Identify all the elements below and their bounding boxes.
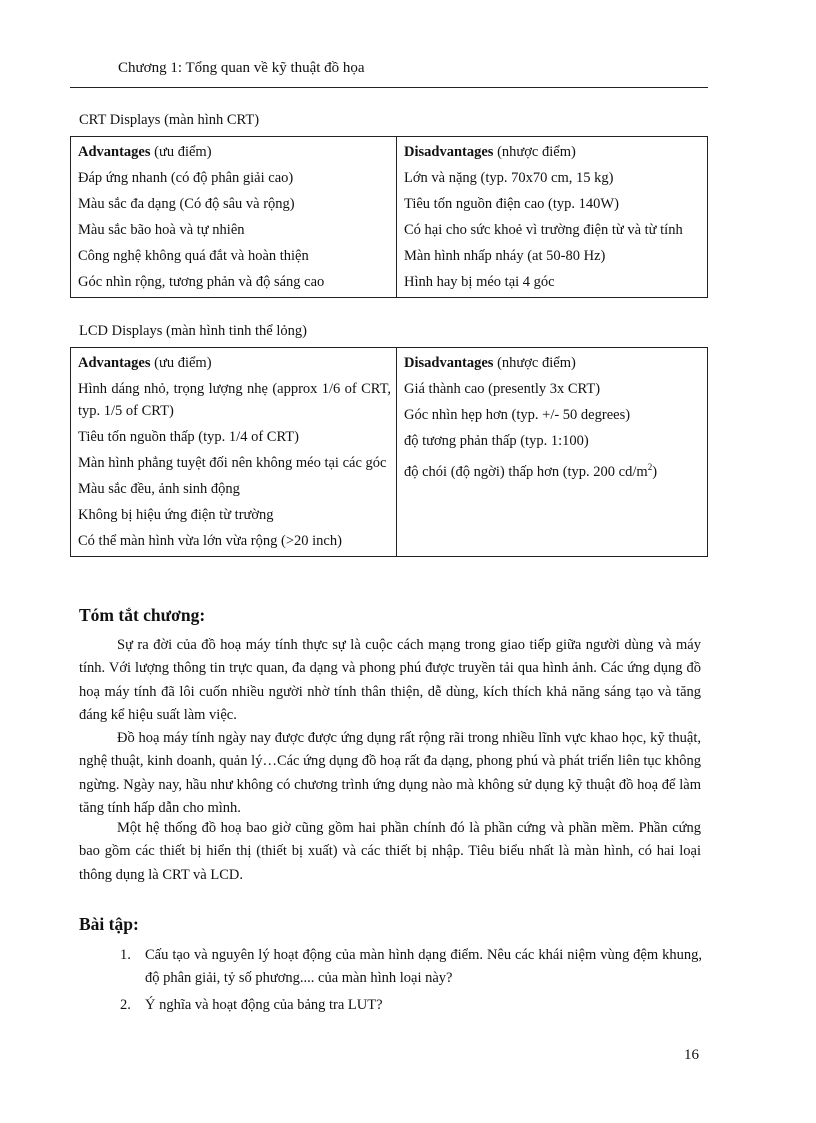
exercise-number: 2. xyxy=(120,997,131,1013)
crt-disadvantage-item: Lớn và nặng (typ. 70x70 cm, 15 kg) xyxy=(404,170,614,186)
header-divider xyxy=(70,87,708,88)
exercise-item xyxy=(120,944,702,990)
lcd-advantage-item: Hình dáng nhỏ, trọng lượng nhẹ (approx 1/6 of CRT, typ. 1/5 of CRT) xyxy=(78,381,391,419)
lcd-advantage-item: Tiêu tốn nguồn thấp (typ. 1/4 of CRT) xyxy=(78,429,299,445)
lcd-disadvantage-item: Giá thành cao (presently 3x CRT) xyxy=(404,381,601,397)
summary-paragraph: Đồ hoạ máy tính ngày nay được được ứng dụng rất rộng rãi trong nhiều lĩnh vực khao học, kỹ thuật, nghệ thuật, kinh doanh, quản lý…Các ứng dụng đồ hoạ rất đa dạng, phong phú và phát triển liên tục không ngừng. Ngày nay, hầu như không có chương trình ứng dụng nào mà không sử dụng kỹ thuật đồ hoạ để làm tăng tính hấp dẫn cho mình. xyxy=(79,730,701,817)
exercise-item xyxy=(120,994,702,1017)
lcd-disadvantage-item: độ chói (độ ngời) thấp hơn (typ. 200 $cd/m^2$) xyxy=(404,462,658,480)
lcd-advantages-header: Advantages (ưu điểm) xyxy=(78,355,212,371)
crt-advantage-item: Màu sắc đa dạng (Có độ sâu và rộng) xyxy=(78,196,295,212)
crt-disadvantages-header: Disadvantages (nhược điểm) xyxy=(404,144,576,160)
lcd-disadvantage-item: Góc nhìn hẹp hơn (typ. +/- 50 degrees) xyxy=(404,407,631,423)
lcd-advantage-item: Màn hình phẳng tuyệt đối nên không méo tại các góc xyxy=(78,455,387,471)
lcd-advantages-cell xyxy=(71,348,397,557)
crt-disadvantage-item: Có hại cho sức khoẻ vì trường điện từ và từ tính xyxy=(404,222,683,238)
lcd-advantage-item: Màu sắc đều, ảnh sinh động xyxy=(78,481,240,497)
lcd-table-caption: LCD Displays (màn hình tinh thể lỏng) xyxy=(79,323,307,339)
crt-advantage-item: Đáp ứng nhanh (có độ phân giải cao) xyxy=(78,170,294,186)
crt-disadvantage-item: Hình hay bị méo tại 4 góc xyxy=(404,274,555,290)
lcd-disadvantages-cell xyxy=(397,348,708,557)
crt-advantage-item: Góc nhìn rộng, tương phản và độ sáng cao xyxy=(78,274,325,290)
summary-paragraph: Một hệ thống đồ hoạ bao giờ cũng gồm hai phần chính đó là phần cứng và phần mềm. Phần cứng bao gồm các thiết bị hiển thị (thiết bị xuất) và các thiết bị nhập. Tiêu biểu nhất là màn hình, có hai loại thông dụng là CRT và LCD. xyxy=(79,820,701,883)
exercise-number: 1. xyxy=(120,947,131,963)
lcd-comparison-table xyxy=(70,347,708,557)
crt-advantages-header: Advantages (ưu điểm) xyxy=(78,144,212,160)
crt-table-caption: CRT Displays (màn hình CRT) xyxy=(79,112,260,128)
summary-heading: Tóm tắt chương: xyxy=(79,605,206,625)
summary-paragraph: Sự ra đời của đồ hoạ máy tính thực sự là cuộc cách mạng trong giao tiếp giữa người dùng và máy tính. Với lượng thông tin trực quan, đa dạng và phong phú được truyền tải qua hình ảnh. Các ứng dụng đồ hoạ máy tính đã lôi cuốn nhiều người nhờ tính thân thiện, dễ dùng, kích thích khả năng sáng tạo và tăng đáng kể hiệu suất làm việc. xyxy=(79,637,701,724)
lcd-advantage-item: Có thể màn hình vừa lớn vừa rộng (>20 inch) xyxy=(78,533,342,549)
crt-disadvantages-cell xyxy=(397,137,708,298)
lcd-advantage-item: Không bị hiệu ứng điện từ trường xyxy=(78,507,274,523)
crt-advantage-item: Công nghệ không quá đắt và hoàn thiện xyxy=(78,248,309,264)
exercise-text: Cấu tạo và nguyên lý hoạt động của màn hình dạng điểm. Nêu các khái niệm vùng đệm khung, độ phân giải, tỷ số phương.... của màn hình loại này? xyxy=(145,947,702,986)
page-number: 16 xyxy=(684,1047,699,1063)
lcd-disadvantages-header: Disadvantages (nhược điểm) xyxy=(404,355,576,371)
exercise-text: Ý nghĩa và hoạt động của bảng tra LUT? xyxy=(145,997,383,1013)
crt-comparison-table xyxy=(70,136,708,298)
exercises-heading: Bài tập: xyxy=(79,914,139,934)
page-header-title: Chương 1: Tổng quan về kỹ thuật đồ họa xyxy=(118,60,365,76)
crt-disadvantage-item: Tiêu tốn nguồn điện cao (typ. 140W) xyxy=(404,196,619,212)
crt-disadvantage-item: Màn hình nhấp nháy (at 50-80 Hz) xyxy=(404,248,606,264)
crt-advantages-cell xyxy=(71,137,397,298)
crt-advantage-item: Màu sắc bão hoà và tự nhiên xyxy=(78,222,245,238)
lcd-disadvantage-item: độ tương phản thấp (typ. 1:100) xyxy=(404,433,589,449)
exercise-list xyxy=(120,944,702,1021)
